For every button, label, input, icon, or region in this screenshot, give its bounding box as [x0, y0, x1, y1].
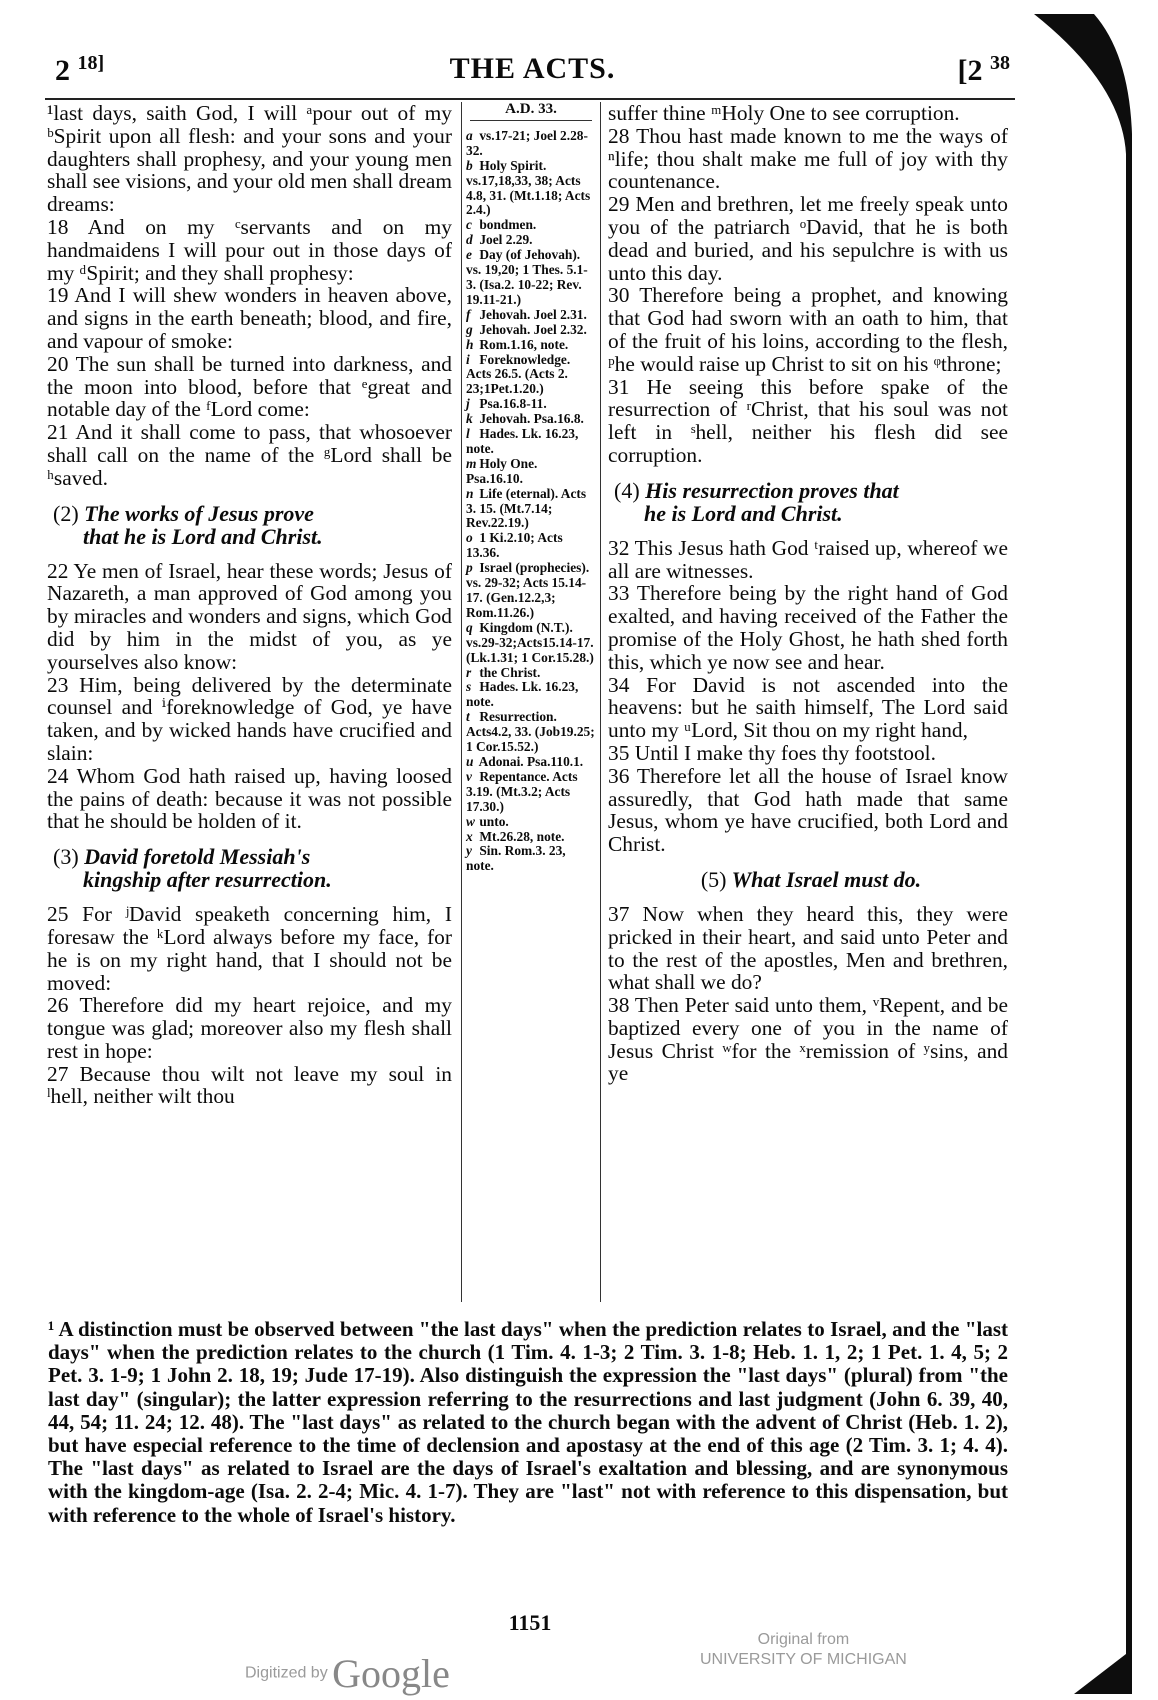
verse-28: 28 Thou hast made known to me the ways of ⁿlife; thou shalt make me full of joy with thy countenance. [608, 123, 1008, 194]
verse-31: 31 He seeing this before spake of the resurrection of ʳChrist, that his soul was not left in ˢhell, neither his flesh did see corruption. [608, 374, 1008, 467]
margin-ref-e [466, 248, 596, 308]
verse-21: 21 And it shall come to pass, that whosoever shall call on the name of the ᵍLord shall be ʰsaved. [47, 420, 452, 490]
margin-ref-text: vs.17-21; Joel 2.28-32. [466, 127, 588, 158]
header-right-ref: [2 $^{38}$ [957, 52, 1010, 87]
margin-ref-letter: e [466, 247, 472, 263]
margin-ref-o [466, 531, 596, 561]
section-heading-5: (5) What Israel must do. [700, 866, 922, 892]
margin-ref-text: Adonai. Psa.110.1. [476, 753, 584, 769]
margin-ref-text: Holy Spirit. vs.17,18,33, 38; Acts 4.8, 31. (Mt.1.18; Acts 2.4.) [466, 157, 591, 218]
page-number: 1151 [508, 1610, 552, 1635]
margin-ref-text: Repentance. Acts 3.19. (Mt.3.2; Acts 17.30.) [466, 768, 578, 814]
margin-ref-letter: j [466, 396, 470, 412]
margin-ref-text: 1 Ki.2.10; Acts 13.36. [466, 530, 563, 561]
margin-ref-letter: k [466, 411, 473, 427]
verse-24: 24 Whom God hath raised up, having loosed the pains of death: because it was not possible that he should be holden of it. [47, 763, 452, 834]
margin-ref-letter: q [466, 619, 473, 635]
verse-22: 22 Ye men of Israel, hear these words; Jesus of Nazareth, a man approved of God among you by miracles and wonders and signs, which God did by him in the midst of you, as ye yourselves also know: [47, 558, 452, 674]
margin-ref-w [466, 815, 596, 830]
verse-26: 26 Therefore did my heart rejoice, and my tongue was glad; moreover also my flesh shall rest in hope: [47, 993, 452, 1063]
verse-19: 19 And I will shew wonders in heaven above, and signs in the earth beneath; blood, and fire, and vapour of smoke: [47, 283, 452, 353]
margin-ref-q [466, 621, 596, 666]
margin-references [466, 102, 596, 874]
margin-ref-letter: a [466, 127, 473, 143]
margin-ref-letter: x [466, 828, 473, 844]
margin-ref-text: bondmen. [476, 217, 537, 233]
margin-ref-text: Hades. Lk. 16.23, note. [466, 426, 579, 456]
margin-ref-h [466, 338, 596, 353]
margin-ref-text: Kingdom (N.T.). vs.29-32;Acts15.14-17. (Lk.1.31; 1 Cor.15.28.) [466, 619, 594, 665]
margin-ref-letter: c [466, 217, 472, 233]
verse-38: 38 Then Peter said unto them, ᵛRepent, and be baptized every one of you in the name of Jesus Christ ʷfor the ˣremission of ʸsins, and ye [608, 993, 1008, 1086]
column-divider-left [461, 102, 462, 1302]
margin-ref-letter: d [466, 232, 473, 248]
verse-20: 20 The sun shall be turned into darkness, and the moon into blood, before that ᵉgreat and notable day of the ᶠLord come: [47, 351, 452, 422]
verse-29: 29 Men and brethren, let me freely speak unto you of the patriarch ᵒDavid, that he is both dead and buried, and his sepulchre is with us unto this day. [608, 192, 1008, 285]
verse-text: suffer thine ᵐHoly One to see corruption. [608, 101, 960, 125]
verse-37: 37 Now when they heard this, they were pricked in their heart, and said unto Peter and to the rest of the apostles, Men and brethren, what shall we do? [608, 901, 1008, 995]
margin-ref-text: Jehovah. Psa.16.8. [476, 411, 584, 427]
verse-33: 33 Therefore being by the right hand of God exalted, and having received of the Father the promise of the Holy Ghost, he hath shed forth this, which ye now see and hear. [608, 581, 1008, 674]
verse-35: 35 Until I make thy foes thy footstool. [608, 740, 936, 765]
margin-ref-letter: f [466, 306, 471, 322]
margin-ref-letter: r [466, 664, 472, 680]
margin-ref-m [466, 457, 596, 487]
margin-ref-letter: m [466, 455, 477, 471]
margin-ref-text: Psa.16.8-11. [476, 396, 547, 412]
margin-ref-y [466, 844, 596, 874]
margin-ref-text: Jehovah. Joel 2.31. [476, 306, 587, 322]
verse-27: 27 Because thou wilt not leave my soul in ˡhell, neither wilt thou [47, 1061, 452, 1109]
footnote: ¹ A distinction must be observed between "the last days" when the prediction relates to Israel, and the "last days" when the prediction relates to the church (1 Tim. 4. 1-3; 2 Tim. 3. 1-8; Heb. 1. 1, 2; 1 Pet. 1. 4, 5; 2 Pet. 3. 1-9; 1 John 2. 18, 19; Jude 17-19). Also distinguish the expression the "last days" (plural) from "the last day" (singular); the latter expression referring to the resurrections and last judgment (John 6. 39, 40, 44, 54; 11. 24; 12. 48). The "last days" as related to the church began with the advent of Christ (Heb. 1. 2), but have especial reference to the time of declension and apostasy at the end of this age (2 Tim. 3. 1; 4. 4). The "last days" as related to Israel are the days of Israel's exaltation and blessing, and are synonymous with the kingdom-age (Isa. 2. 2-4; Mic. 4. 1-7). They are "last" not with reference to this dispensation, but with reference to the whole of Israel's history. [48, 1317, 1008, 1527]
margin-ref-r [466, 666, 596, 681]
section-heading-2: (2) The works of Jesus prove that he is Lord and Christ. [53, 500, 323, 549]
margin-ref-p [466, 561, 596, 621]
reference-list [466, 129, 596, 874]
margin-ref-text: Hades. Lk. 16.23, note. [466, 679, 579, 710]
margin-ref-letter: i [466, 351, 470, 367]
margin-ref-text: Jehovah. Joel 2.32. [476, 321, 587, 337]
margin-ref-k [466, 412, 596, 427]
margin-ref-letter: l [466, 426, 470, 442]
margin-ref-text: unto. [476, 813, 509, 829]
margin-ref-text: Joel 2.29. [476, 232, 533, 248]
margin-ref-letter: s [466, 679, 472, 695]
margin-ref-s [466, 680, 596, 710]
margin-ref-letter: b [466, 157, 473, 173]
margin-ref-v [466, 770, 596, 815]
margin-ref-letter: y [466, 843, 472, 859]
digitized-watermark: Digitized by Google [245, 1651, 450, 1696]
margin-ref-letter: g [466, 321, 473, 337]
margin-ref-text: Holy One. Psa.16.10. [466, 455, 538, 486]
margin-ref-text: Israel (prophecies). vs. 29-32; Acts 15.14-17. (Gen.12.2,3; Rom.11.26.) [466, 560, 590, 620]
date-label: A.D. 33. [470, 102, 592, 121]
margin-ref-b [466, 159, 596, 219]
book-title: THE ACTS. [449, 52, 616, 85]
margin-ref-g [466, 323, 596, 338]
margin-ref-c [466, 218, 596, 233]
section-heading-4: (4) His resurrection proves that he is Lord and Christ. [614, 477, 899, 526]
verse-18: 18 And on my ᶜservants and on my handmaidens I will pour out in those days of my ᵈSpirit; and they shall prophesy: [47, 214, 452, 285]
margin-ref-n [466, 487, 596, 532]
running-header [55, 52, 1010, 92]
source-watermark: Original from UNIVERSITY OF MICHIGAN [700, 1631, 907, 1668]
margin-ref-x [466, 830, 596, 845]
verse-30: 30 Therefore being a prophet, and knowing that God had sworn with an oath to him, that of the fruit of his loins, according to the flesh, ᵖhe would raise up Christ to sit on his ᵠthrone; [608, 283, 1008, 376]
margin-ref-text: the Christ. [476, 664, 541, 680]
google-logo: Google [332, 1651, 450, 1696]
margin-ref-u [466, 755, 596, 770]
header-rule [45, 98, 1015, 100]
left-text-column [47, 102, 452, 1108]
margin-ref-letter: n [466, 485, 474, 501]
verse-25: 25 For ʲDavid speaketh concerning him, I foresaw the ᵏLord always before my face, for he is on my right hand, that I should not be moved: [47, 902, 452, 995]
margin-ref-letter: u [466, 753, 474, 769]
page-edge-bracket [1034, 14, 1134, 1694]
margin-ref-l [466, 427, 596, 457]
margin-ref-j [466, 397, 596, 412]
verse-text: ¹last days, saith God, I will ᵃpour out of my ᵇSpirit upon all flesh: and your sons and your daughters shall prophesy, and your young men shall see visions, and your old men shall dream dreams: [47, 101, 452, 217]
margin-ref-t [466, 710, 596, 755]
verse-23: 23 Him, being delivered by the determinate counsel and ⁱforeknowledge of God, ye have taken, and by wicked hands have crucified and slain: [47, 672, 452, 765]
margin-ref-i [466, 353, 596, 398]
verse-32: 32 This Jesus hath God ᵗraised up, whereof we all are witnesses. [608, 535, 1008, 583]
margin-ref-text: Resurrection. Acts4.2, 33. (Job19.25; 1 Cor.15.52.) [466, 709, 595, 755]
column-divider-right [600, 102, 601, 1302]
header-left-ref: 2 $^{18]}$ [55, 52, 105, 87]
margin-ref-text: Mt.26.28, note. [476, 828, 565, 844]
margin-ref-letter: t [466, 709, 470, 725]
margin-ref-letter: p [466, 560, 473, 576]
verse-34: 34 For David is not ascended into the heavens: but he saith himself, The Lord said unto my ᵘLord, Sit thou on my right hand, [608, 672, 1008, 743]
verse-36: 36 Therefore let all the house of Israel know assuredly, that God hath made that same Jesus, whom ye have crucified, both Lord and Christ. [608, 763, 1008, 857]
margin-ref-letter: w [466, 813, 475, 829]
margin-ref-text: Rom.1.16, note. [476, 336, 569, 352]
margin-ref-letter: o [466, 530, 473, 546]
margin-ref-a [466, 129, 596, 159]
margin-ref-letter: h [466, 336, 474, 352]
margin-ref-text: Foreknowledge. Acts 26.5. (Acts 2. 23;1Pet.1.20.) [466, 351, 571, 397]
section-heading-3: (3) David foretold Messiah's kingship after resurrection. [53, 844, 332, 893]
margin-ref-letter: v [466, 768, 472, 784]
margin-ref-text: Life (eternal). Acts 3. 15. (Mt.7.14; Rev.22.19.) [466, 485, 587, 531]
margin-ref-text: Day (of Jehovah). vs. 19,20; 1 Thes. 5.1-3. (Isa.2. 10-22; Rev. 19.11-21.) [466, 247, 588, 307]
margin-ref-f [466, 308, 596, 323]
margin-ref-d [466, 233, 596, 248]
right-text-column [608, 102, 1008, 1085]
margin-ref-text: Sin. Rom.3. 23, note. [466, 843, 566, 874]
